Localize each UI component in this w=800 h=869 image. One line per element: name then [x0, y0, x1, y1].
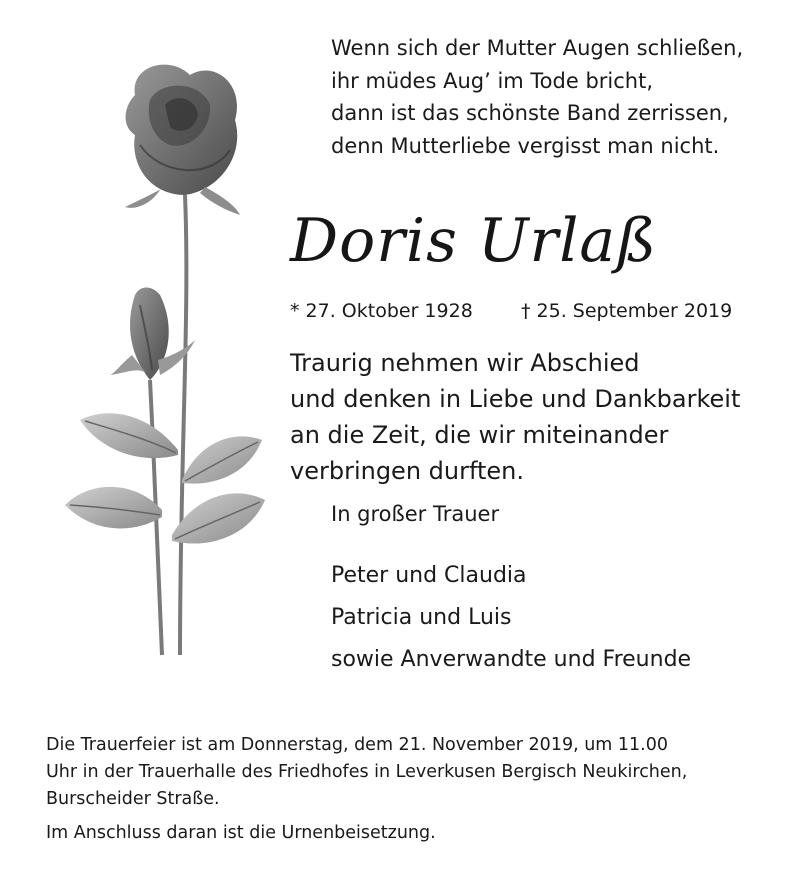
farewell-line: Traurig nehmen wir Abschied: [290, 349, 640, 377]
farewell-line: verbringen durften.: [290, 457, 525, 485]
poem: [331, 32, 743, 162]
mourner-name: Peter und Claudia: [331, 563, 527, 588]
rose-bud: [110, 288, 195, 381]
deceased-name: Doris Urlaß: [290, 206, 658, 276]
rose-bloom: [125, 65, 240, 215]
mourner-name: sowie Anverwandte und Freunde: [331, 647, 692, 672]
birth-date: * 27. Oktober 1928: [290, 300, 473, 322]
poem-line: denn Mutterliebe vergisst man nicht.: [331, 133, 720, 158]
poem-line: Wenn sich der Mutter Augen schließen,: [331, 36, 744, 60]
farewell-line: an die Zeit, die wir miteinander: [290, 421, 669, 449]
farewell-text: [290, 345, 740, 489]
service-line: Die Trauerfeier ist am Donnerstag, dem 21. November 2019, um 11.00: [46, 735, 669, 755]
poem-line: dann ist das schönste Band zerrissen,: [331, 101, 729, 125]
service-line: Burscheider Straße.: [46, 789, 220, 809]
rose-illustration: [40, 55, 290, 675]
death-date: † 25. September 2019: [521, 300, 733, 322]
rose-leaves: [65, 413, 265, 543]
service-line: Uhr in der Trauerhalle des Friedhofes in Leverkusen Bergisch Neukirchen,: [46, 762, 688, 782]
urn-burial-info: Im Anschluss daran ist die Urnenbeisetzung.: [46, 823, 436, 843]
funeral-service-info: [46, 732, 687, 813]
poem-line: ihr müdes Aug’ im Tode bricht,: [331, 68, 654, 93]
in-sorrow-label: In großer Trauer: [331, 502, 500, 526]
farewell-line: und denken in Liebe und Dankbarkeit: [290, 385, 741, 413]
mourner-name: Patricia und Luis: [331, 605, 512, 630]
